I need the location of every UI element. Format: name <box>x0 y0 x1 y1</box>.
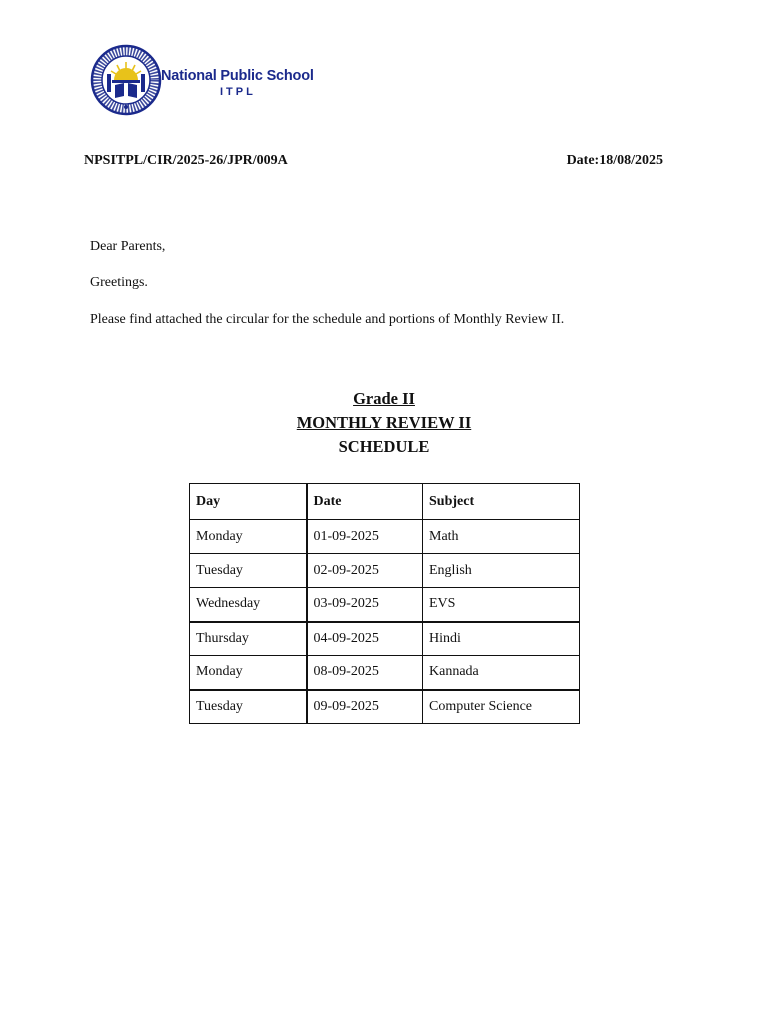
table-header-row <box>190 484 580 520</box>
circular-date: Date:18/08/2025 <box>566 153 663 168</box>
cell-date: 03-09-2025 <box>307 588 423 622</box>
schedule-title: SCHEDULE <box>338 437 430 456</box>
table-row <box>190 554 580 588</box>
table-row <box>190 622 580 656</box>
cell-subject: Math <box>423 520 580 554</box>
column-header-subject: Subject <box>423 484 580 520</box>
column-header-day: Day <box>190 484 307 520</box>
school-logo <box>90 44 330 118</box>
letter-body: Please find attached the circular for the schedule and portions of Monthly Review II. <box>90 312 565 327</box>
cell-day: Tuesday <box>190 690 307 724</box>
cell-subject: Computer Science <box>423 690 580 724</box>
cell-day: Monday <box>190 656 307 690</box>
cell-day: Thursday <box>190 622 307 656</box>
table-row <box>190 520 580 554</box>
cell-date: 04-09-2025 <box>307 622 423 656</box>
cell-date: 08-09-2025 <box>307 656 423 690</box>
cell-subject: English <box>423 554 580 588</box>
cell-subject: Hindi <box>423 622 580 656</box>
circular-reference-number: NPSITPL/CIR/2025-26/JPR/009A <box>84 153 288 168</box>
table-row <box>190 656 580 690</box>
greeting: Greetings. <box>90 275 148 290</box>
grade-title: Grade II <box>353 389 415 408</box>
cell-date: 09-09-2025 <box>307 690 423 724</box>
schedule-table <box>189 483 580 724</box>
table-row <box>190 690 580 724</box>
school-branch: ITPL <box>220 86 256 98</box>
cell-date: 01-09-2025 <box>307 520 423 554</box>
salutation: Dear Parents, <box>90 239 166 254</box>
column-header-date: Date <box>307 484 423 520</box>
school-seal-icon <box>90 44 162 116</box>
cell-date: 02-09-2025 <box>307 554 423 588</box>
cell-subject: Kannada <box>423 656 580 690</box>
cell-subject: EVS <box>423 588 580 622</box>
cell-day: Monday <box>190 520 307 554</box>
table-row <box>190 588 580 622</box>
exam-title: MONTHLY REVIEW II <box>296 413 472 432</box>
cell-day: Tuesday <box>190 554 307 588</box>
cell-day: Wednesday <box>190 588 307 622</box>
school-name: National Public School <box>161 68 314 84</box>
